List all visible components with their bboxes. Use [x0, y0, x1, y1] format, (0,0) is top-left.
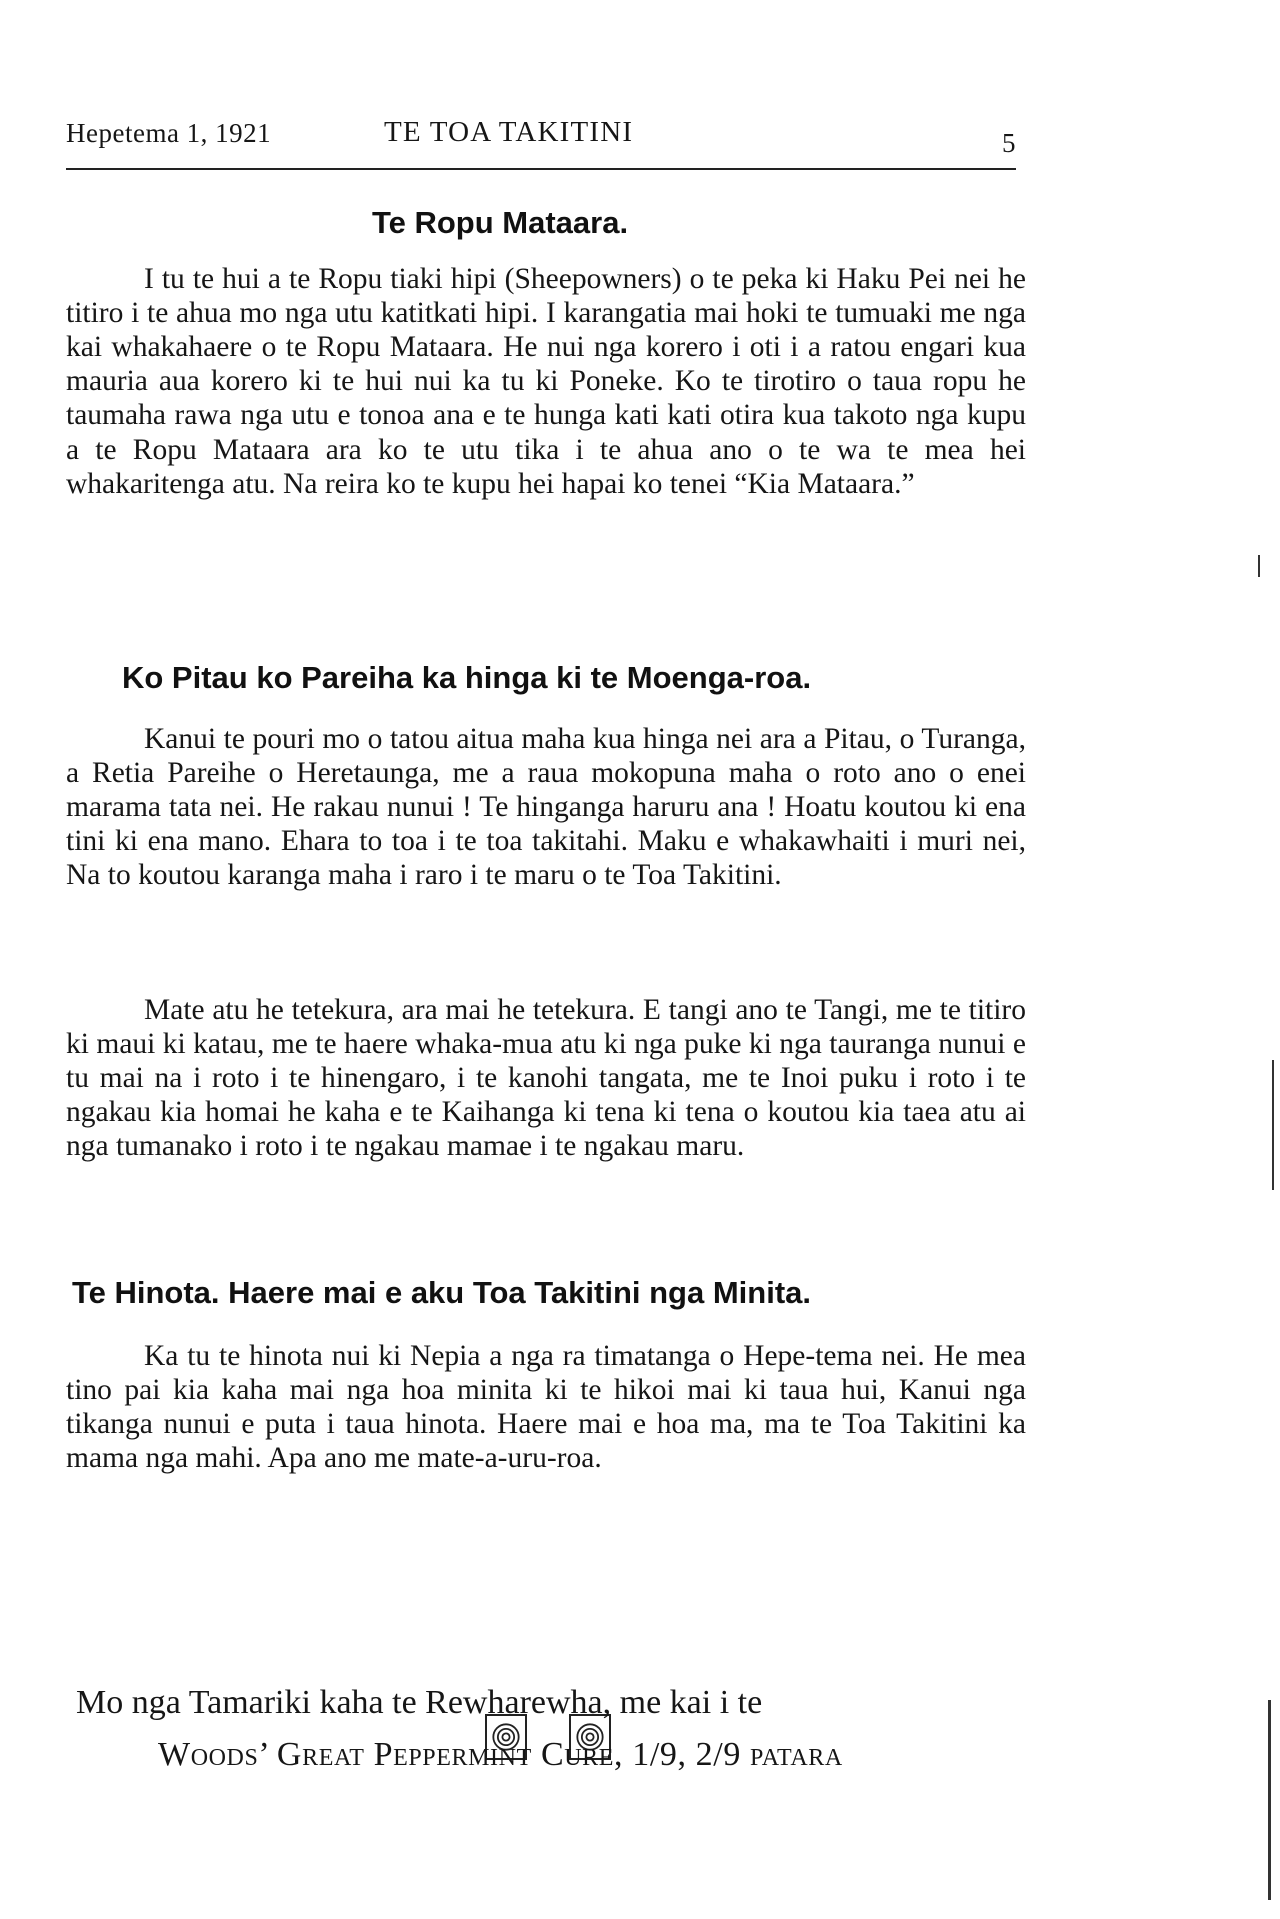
- advertisement-line-2: Woods’ Great Peppermint Cure, 1/9, 2/9 patara: [158, 1736, 843, 1773]
- header-rule: [66, 168, 1016, 170]
- scan-edge-mark: [1272, 1060, 1274, 1190]
- advertisement-line-1: Mo nga Tamariki kaha te Rewharewha, me kai i te: [76, 1684, 763, 1721]
- paragraph-pitau-pareiha: Kanui te pouri mo o tatou aitua maha kua hinga nei ara a Pitau, o Turanga, a Retia Pareihe o Heretaunga, me a raua mokopuna maha o roto ano o enei marama tata nei. He rakau nunui ! Te hinganga haruru ana ! Hoatu koutou ki ena tini ki ena mano. Ehara to toa i te toa takitahi. Maku e whakawhaiti i muri nei, Na to koutou karanga maha i raro i te maru o te Toa Takitini.: [66, 722, 1026, 892]
- scan-edge-mark: [1268, 1700, 1271, 1900]
- section-heading-hinota: Te Hinota. Haere mai e aku Toa Takitini nga Minita.: [72, 1275, 811, 1310]
- section-heading-ropu-mataara: Te Ropu Mataara.: [372, 205, 629, 240]
- scan-edge-mark: [1258, 555, 1260, 577]
- paragraph-tetekura: Mate atu he tetekura, ara mai he tetekura. E tangi ano te Tangi, me te titiro ki maui ki katau, me te haere whaka-mua atu ki nga puke ki nga tauranga nunui e tu mai na i roto i te hinengaro, i te kanohi tangata, me te Inoi puku i roto i te ngakau kia homai he kaha e te Kaihanga ki tena ki tena o koutou kia taea atu ai nga tumanako i roto i te ngakau mamae i te ngakau maru.: [66, 993, 1026, 1163]
- page-number: 5: [1002, 128, 1016, 158]
- running-head: [66, 112, 1016, 158]
- paragraph-ropu-mataara: I tu te hui a te Ropu tiaki hipi (Sheepowners) o te peka ki Haku Pei nei he titiro i te ahua mo nga utu katitkati hipi. I karangatia mai hoki te tumuaki me nga kai whakahaere o te Ropu Mataara. He nui nga korero i oti i a ratou engari kua mauria aua korero ki te hui nui ka tu ki Poneke. Ko te tirotiro o taua ropu he taumaha rawa nga utu e tonoa ana e te hunga kati kati otira kua takoto nga kupu a te Ropu Mataara ara ko te utu tika i te ahua ano o te wa te mea hei whakaritenga atu. Na reira ko te kupu hei hapai ko tenei “Kia Mataara.”: [66, 262, 1026, 500]
- issue-date: Hepetema 1, 1921: [66, 118, 272, 148]
- section-heading-pitau-pareiha: Ko Pitau ko Pareiha ka hinga ki te Moenga-roa.: [122, 660, 812, 695]
- journal-title: TE TOA TAKITINI: [384, 116, 634, 148]
- paragraph-hinota: Ka tu te hinota nui ki Nepia a nga ra timatanga o Hepe-tema nei. He mea tino pai kia kaha mai nga hoa minita ki te hikoi mai ki taua hui, Kanui nga tikanga nunui e puta i taua hinota. Haere mai e hoa ma, ma te Toa Takitini ka mama nga mahi. Apa ano me mate-a-uru-roa.: [66, 1339, 1026, 1475]
